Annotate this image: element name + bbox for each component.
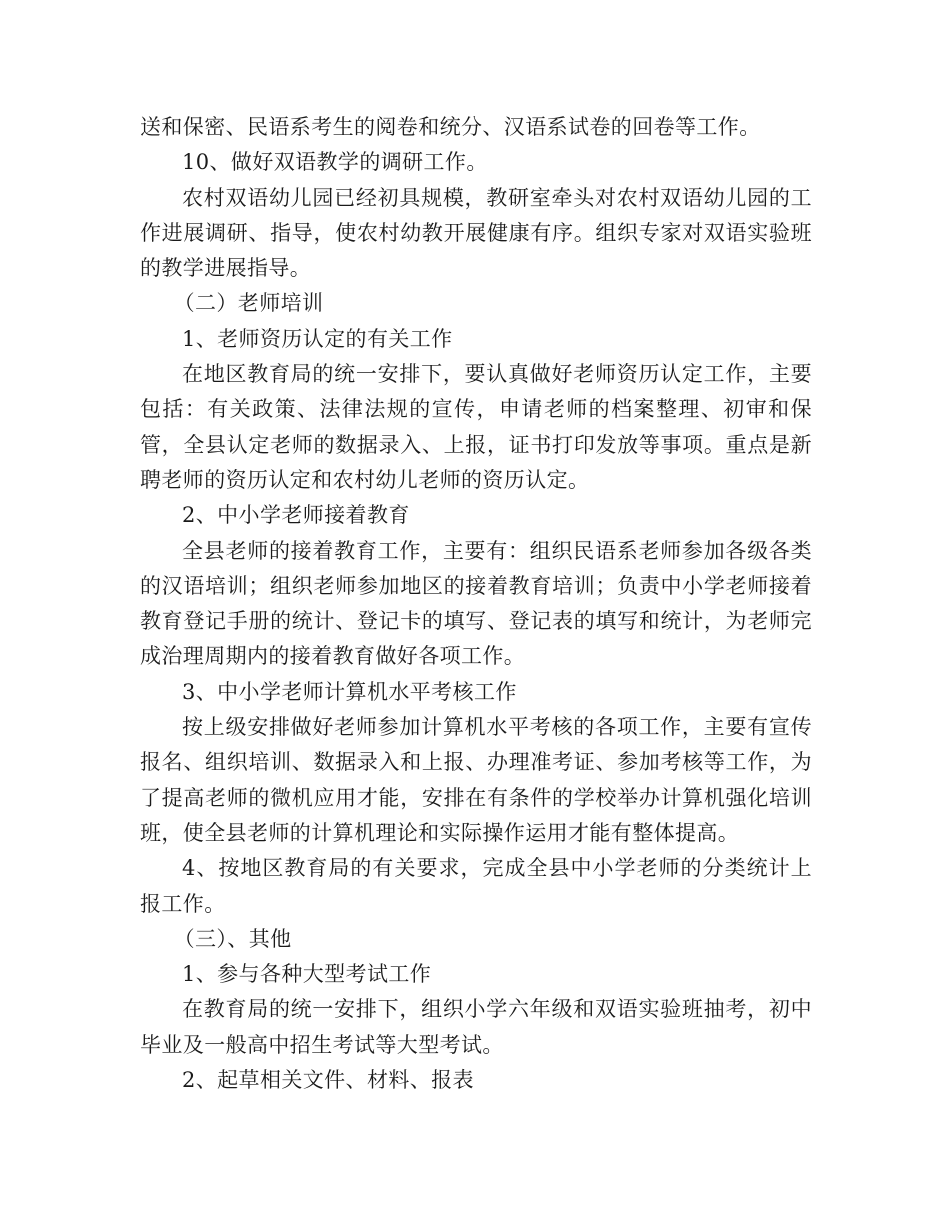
- paragraph: 按上级安排做好老师参加计算机水平考核的各项工作，主要有宣传报名、组织培训、数据录入和上报、办理准考证、参加考核等工作，为了提高老师的微机应用才能，安排在有条件的学校举办计算机强化培训班，使全县老师的计算机理论和实际操作运用才能有整体提高。: [140, 715, 812, 845]
- paragraph: 在教育局的统一安排下，组织小学六年级和双语实验班抽考，初中毕业及一般高中招生考试等大型考试。: [140, 997, 812, 1057]
- section-heading: （二）老师培训: [173, 291, 324, 316]
- list-item-heading: 2、起草相关文件、材料、报表: [182, 1068, 474, 1093]
- paragraph: 农村双语幼儿园已经初具规模，教研室牵头对农村双语幼儿园的工作进展调研、指导，使农村幼教开展健康有序。组织专家对双语实验班的教学进展指导。: [140, 185, 812, 281]
- paragraph-continuation: 送和保密、民语系考生的阅卷和统分、汉语系试卷的回卷等工作。: [140, 115, 761, 139]
- list-item-heading: 10、做好双语教学的调研工作。: [182, 150, 488, 175]
- paragraph: 全县老师的接着教育工作，主要有：组织民语系老师参加各级各类的汉语培训；组织老师参加地区的接着教育培训；负责中小学老师接着教育登记手册的统计、登记卡的填写、登记表的填写和统计，为老师完成治理周期内的接着教育做好各项工作。: [140, 538, 812, 669]
- paragraph: 4、按地区教育局的有关要求，完成全县中小学老师的分类统计上报工作。: [140, 856, 812, 916]
- list-item-heading: 1、老师资历认定的有关工作: [182, 326, 453, 351]
- list-item-heading: 2、中小学老师接着教育: [182, 503, 410, 528]
- section-heading: （三）、其他: [173, 926, 292, 951]
- list-item-heading: 1、参与各种大型考试工作: [182, 962, 432, 987]
- document-body: [140, 110, 812, 1098]
- paragraph: 在地区教育局的统一安排下，要认真做好老师资历认定工作，主要包括：有关政策、法律法规的宣传，申请老师的档案整理、初审和保管，全县认定老师的数据录入、上报，证书打印发放等事项。重点是新聘老师的资历认定和农村幼儿老师的资历认定。: [140, 362, 812, 492]
- list-item-heading: 3、中小学老师计算机水平考核工作: [182, 679, 517, 704]
